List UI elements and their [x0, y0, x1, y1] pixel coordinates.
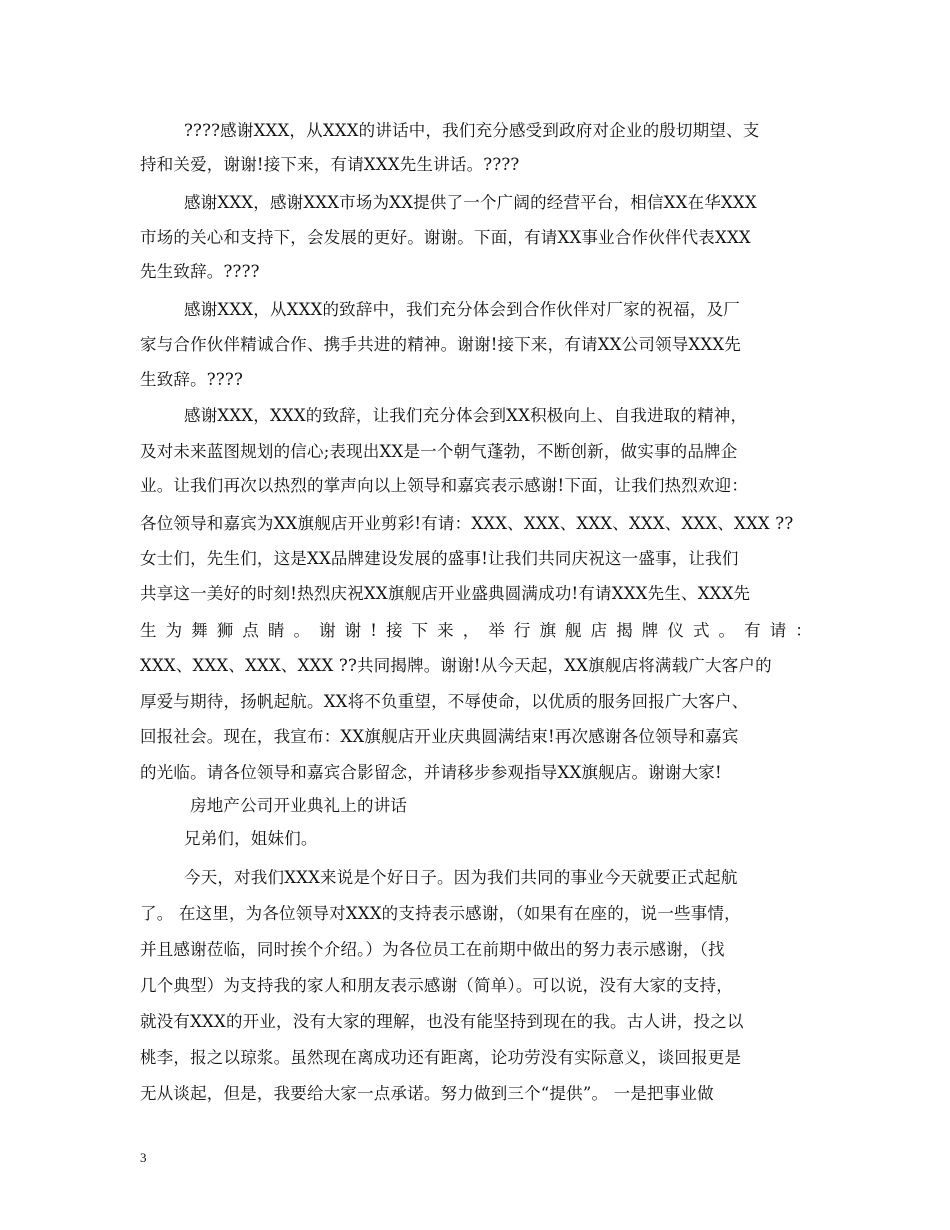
text-line: 持和关爱，谢谢!接下来，有请XXX先生讲话。???? — [140, 155, 520, 174]
text-line: 先生致辞。???? — [140, 262, 260, 281]
page-number: 3 — [140, 1150, 147, 1165]
text-line: 就没有XXX的开业，没有大家的理解，也没有能坚持到现在的我。古人讲，投之以 — [140, 1012, 744, 1031]
text-line: 兄弟们，姐妹们。 — [184, 829, 318, 848]
text-line: 女士们，先生们，这是XX品牌建设发展的盛事!让我们共同庆祝这一盛事，让我们 — [140, 549, 739, 568]
text-line: 业。让我们再次以热烈的掌声向以上领导和嘉宾表示感谢!下面，让我们热烈欢迎： — [140, 476, 749, 495]
text-line: 厚爱与期待，扬帆起航。XX将不负重望，不辱使命，以优质的服务回报广大客户、 — [140, 692, 749, 711]
text-line: 共享这一美好的时刻!热烈庆祝XX旗舰店开业盛典圆满成功!有请XXX先生、XXX先 — [140, 584, 751, 603]
text-line: 家与合作伙伴精诚合作、携手共进的精神。谢谢!接下来，有请XX公司领导XXX先 — [140, 335, 741, 354]
text-line: 感谢XXX，从XXX的致辞中，我们充分体会到合作伙伴对厂家的祝福，及厂 — [184, 300, 740, 319]
text-line: XXX、XXX、XXX、XXX ??共同揭牌。谢谢!从今天起，XX旗舰店将满载广大客户的 — [140, 656, 772, 675]
text-line: 的光临。请各位领导和嘉宾合影留念，并请移步参观指导XX旗舰店。谢谢大家! — [140, 763, 722, 782]
text-line: 几个典型）为支持我的家人和朋友表示感谢（简单）。可以说，没有大家的支持， — [140, 976, 733, 995]
text-line: 及对未来蓝图规划的信心;表现出XX是一个朝气蓬勃，不断创新，做实事的品牌企 — [140, 442, 738, 461]
section-heading: 房地产公司开业典礼上的讲话 — [190, 796, 408, 815]
text-line: 感谢XXX，感谢XXX市场为XX提供了一个广阔的经营平台，相信XX在华XXX — [184, 193, 757, 212]
text-line: 生致辞。???? — [140, 370, 243, 389]
text-line: ????感谢XXX，从XXX的讲话中，我们充分感受到政府对企业的殷切期望、支 — [184, 121, 760, 140]
text-line: 生为舞狮点睛。谢谢!接下来，举行旗舰店揭牌仪式。有请： — [140, 621, 812, 640]
text-line: 感谢XXX，XXX的致辞，让我们充分体会到XX积极向上、自我进取的精神， — [184, 406, 748, 425]
text-line: 回报社会。现在，我宣布：XX旗舰店开业庆典圆满结束!再次感谢各位领导和嘉宾 — [140, 727, 739, 746]
text-line: 今天，对我们XXX来说是个好日子。因为我们共同的事业今天就要正式起航 — [184, 868, 738, 887]
text-line: 各位领导和嘉宾为XX旗舰店开业剪彩!有请：XXX、XXX、XXX、XXX、XXX、XXX ?? — [140, 514, 794, 533]
text-line: 市场的关心和支持下，会发展的更好。谢谢。下面，有请XX事业合作伙伴代表XXX — [140, 228, 751, 247]
text-line: 无从谈起，但是，我要给大家一点承诺。努力做到三个“提供”。 一是把事业做 — [140, 1084, 714, 1103]
text-line: 桃李，报之以琼浆。虽然现在离成功还有距离，论功劳没有实际意义，谈回报更是 — [140, 1048, 742, 1067]
text-line: 并且感谢莅临，同时挨个介绍。）为各位员工在前期中做出的努力表示感谢，（找 — [140, 940, 725, 959]
text-line: 了。 在这里，为各位领导对XXX的支持表示感谢，（如果有在座的，说一些事情， — [140, 904, 741, 923]
